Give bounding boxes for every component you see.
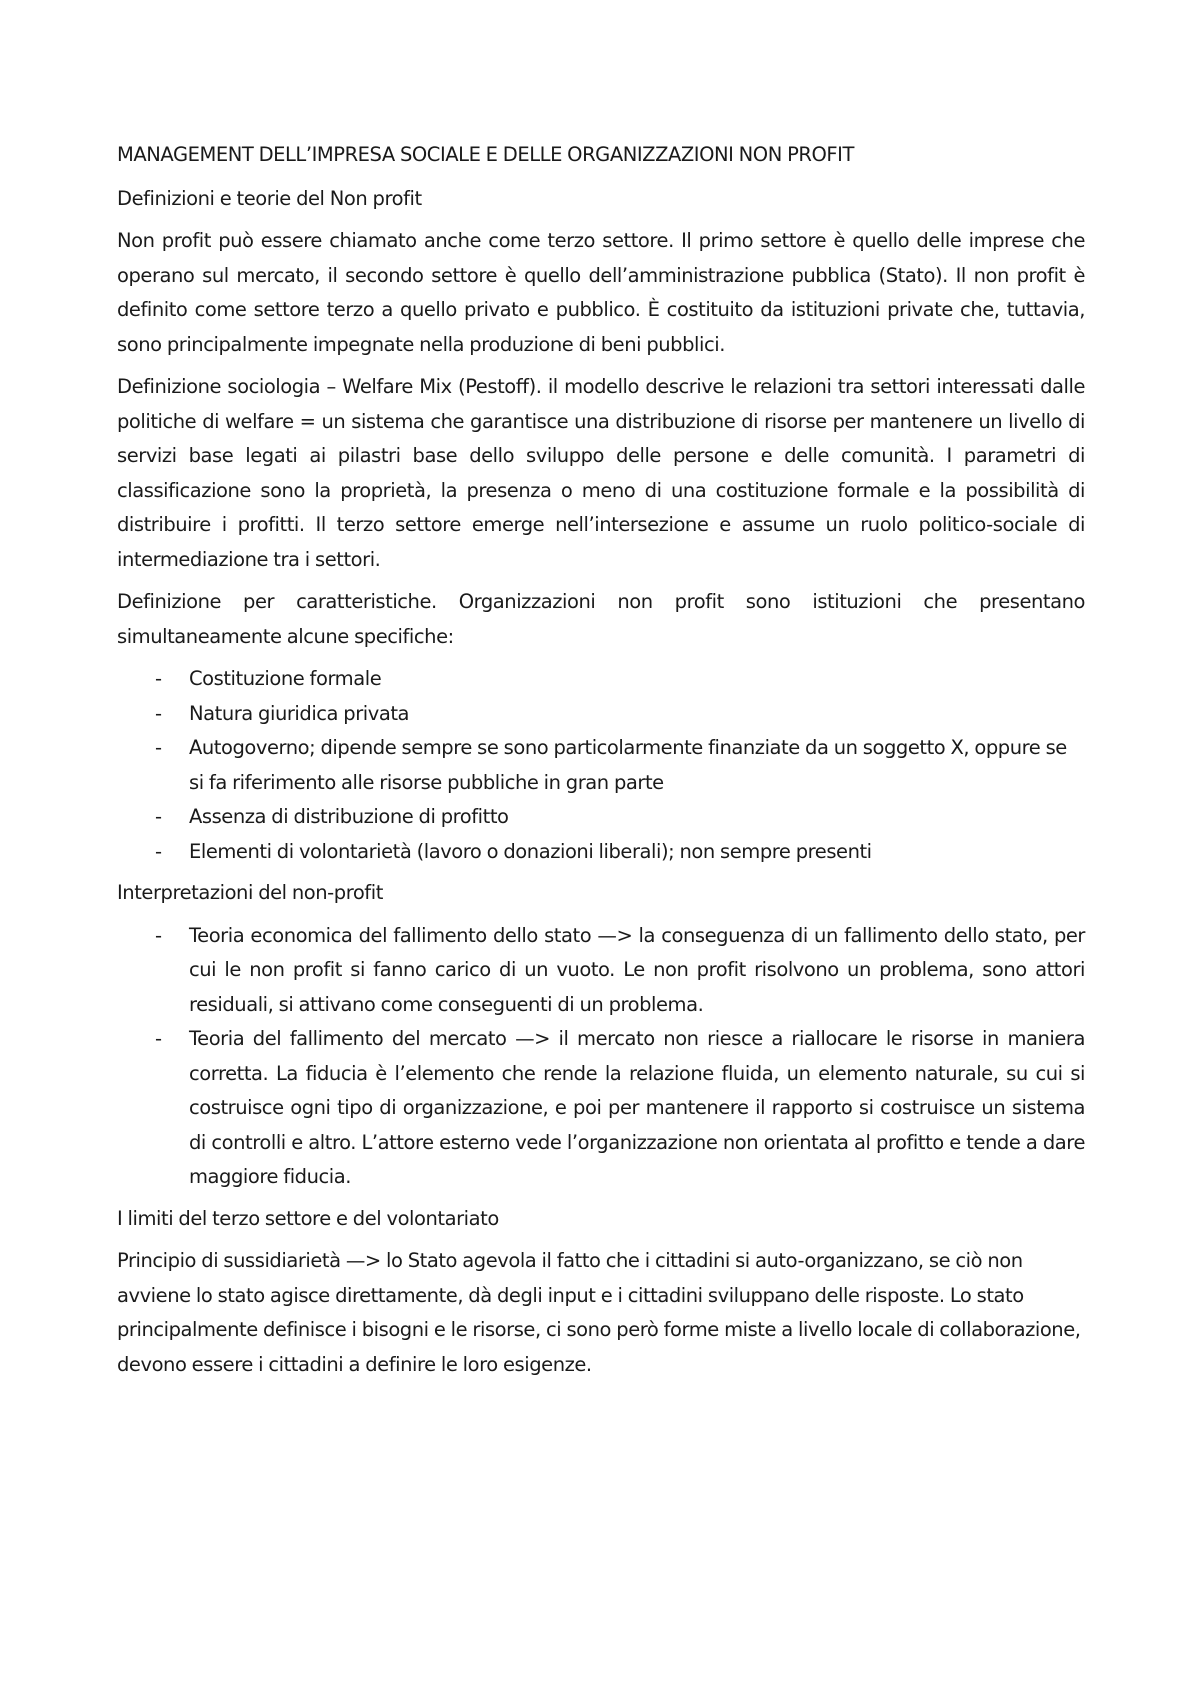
list-item-text: Costituzione formale [189,667,382,690]
list-item-text: Assenza di distribuzione di profitto [189,805,509,828]
list-item [117,697,1085,732]
section-heading-limiti: I limiti del terzo settore e del volontariato [117,1206,499,1230]
paragraph-caratteristiche: Definizione per caratteristiche. Organizzazioni non profit sono istituzioni che presentano simultaneamente alcune specifiche: [117,590,1085,648]
list-item [117,800,1085,835]
dash-bullet: - [155,701,162,725]
list-item [117,731,1085,800]
interpretations-list [117,919,1085,1195]
list-item [117,919,1085,1023]
dash-bullet: - [155,923,162,947]
paragraph-sussidiarieta: Principio di sussidiarietà —> lo Stato agevola il fatto che i cittadini si auto-organizzano, se ciò non avviene lo stato agisce direttamente, dà degli input e i cittadini sviluppano delle risposte. Lo stato principalmente definisce i bisogni e le risorse, ci sono però forme miste a livello locale di collaborazione, devono essere i cittadini a definire le loro esigenze. [117,1249,1081,1376]
paragraph-terzo-settore: Non profit può essere chiamato anche come terzo settore. Il primo settore è quello delle imprese che operano sul mercato, il secondo settore è quello dell’amministrazione pubblica (Stato). Il non profit è definito come settore terzo a quello privato e pubblico. È costituito da istituzioni private che, tuttavia, sono principalmente impegnate nella produzione di beni pubblici. [117,229,1085,356]
list-item [117,662,1085,697]
list-item-text: Elementi di volontarietà (lavoro o donazioni liberali); non sempre presenti [189,839,872,863]
list-item-text: Natura giuridica privata [189,701,410,725]
dash-bullet: - [155,736,162,759]
document-title: MANAGEMENT DELL’IMPRESA SOCIALE E DELLE ORGANIZZAZIONI NON PROFIT [117,143,854,166]
section-heading-interpretazioni: Interpretazioni del non-profit [117,881,383,904]
paragraph-welfare-mix: Definizione sociologia – Welfare Mix (Pestoff). il modello descrive le relazioni tra settori interessati dalle politiche di welfare = un sistema che garantisce una distribuzione di risorse per mantenere un livello di servizi base legati ai pilastri base dello sviluppo delle persone e delle comunità. I parametri di classificazione sono la proprietà, la presenza o meno di una costituzione formale e la possibilità di distribuire i profitti. Il terzo settore emerge nell’intersezione e assume un ruolo politico-sociale di intermediazione tra i settori. [117,375,1085,571]
dash-bullet: - [155,667,162,690]
list-item-text: Autogoverno; dipende sempre se sono particolarmente finanziate da un soggetto X, oppure se si fa riferimento alle risorse pubbliche in gran parte [189,736,1067,794]
list-item-text: Teoria del fallimento del mercato —> il mercato non riesce a riallocare le risorse in maniera corretta. La fiducia è l’elemento che rende la relazione fluida, un elemento naturale, su cui si costruisce ogni tipo di organizzazione, e poi per mantenere il rapporto si costruisce un sistema di controlli e altro. L’attore esterno vede l’organizzazione non orientata al profitto e tende a dare maggiore fiducia. [189,1027,1085,1188]
section-heading-definizioni: Definizioni e teorie del Non profit [117,186,422,210]
characteristics-list [117,662,1085,869]
list-item [117,1022,1085,1195]
list-item [117,835,1085,870]
dash-bullet: - [155,805,162,828]
document-page [117,138,1085,1390]
dash-bullet: - [155,1027,162,1050]
list-item-text: Teoria economica del fallimento dello stato —> la conseguenza di un fallimento dello stato, per cui le non profit si fanno carico di un vuoto. Le non profit risolvono un problema, sono attori residuali, si attivano come conseguenti di un problema. [189,923,1085,1016]
dash-bullet: - [155,839,162,863]
